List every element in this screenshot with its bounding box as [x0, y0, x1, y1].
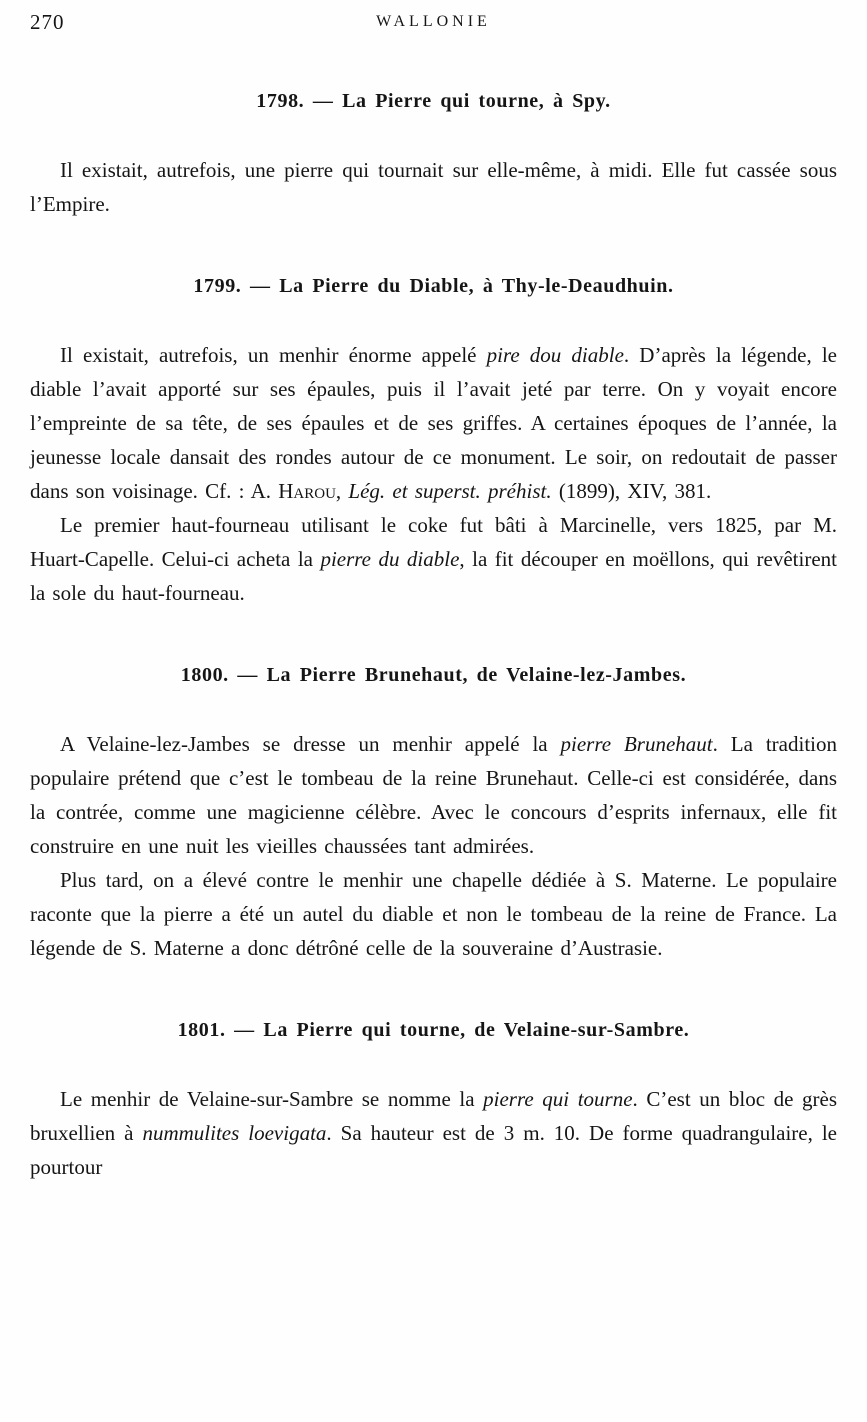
- paragraph: Plus tard, on a élevé contre le menhir une chapelle dédiée à S. Materne. Le populaire raconte que la pierre a été un autel du diable et non le tombeau de la reine de France. La légende de S. Materne a donc détrôné celle de la souveraine d’Austrasie.: [30, 868, 845, 960]
- section-1801: [30, 1019, 845, 1184]
- section-heading: 1801. — La Pierre qui tourne, de Velaine-sur-Sambre.: [177, 1019, 690, 1041]
- running-title: WALLONIE: [376, 13, 491, 30]
- paragraph: Le menhir de Velaine-sur-Sambre se nomme la pierre qui tourne. C’est un bloc de grès bruxellien à nummulites loevigata. Sa hauteur est de 3 m. 10. De forme quadrangulaire, le pourtour: [30, 1087, 845, 1179]
- section-1800: [30, 664, 845, 965]
- section-heading: 1800. — La Pierre Brunehaut, de Velaine-lez-Jambes.: [180, 664, 687, 686]
- section-1798: [30, 90, 845, 221]
- paragraph: Il existait, autrefois, une pierre qui tournait sur elle-même, à midi. Elle fut cassée sous l’Empire.: [30, 158, 845, 216]
- page-number: 270: [30, 10, 65, 34]
- page-header: [30, 10, 837, 44]
- section-heading: 1799. — La Pierre du Diable, à Thy-le-Deaudhuin.: [193, 275, 674, 297]
- paragraph: A Velaine-lez-Jambes se dresse un menhir appelé la pierre Brunehaut. La tradition populaire prétend que c’est le tombeau de la reine Brunehaut. Celle-ci est considérée, dans la contrée, comme une magicienne célèbre. Avec le concours d’esprits infernaux, elle fit construire en une nuit les vieilles chaussées tant admirées.: [30, 732, 845, 858]
- section-1799: [30, 275, 845, 610]
- section-heading: 1798. — La Pierre qui tourne, à Spy.: [256, 90, 611, 112]
- page-body: [30, 90, 845, 1184]
- paragraph: Il existait, autrefois, un menhir énorme appelé pire dou diable. D’après la légende, le diable l’avait apporté sur ses épaules, puis il l’avait jeté par terre. On y voyait encore l’empreinte de sa tête, de ses épaules et de ses griffes. A certaines époques de l’année, la jeunesse locale dansait des rondes autour de ce monument. Le soir, on redoutait de passer dans son voisinage. Cf. : A. Harou, Lég. et superst. préhist. (1899), XIV, 381.: [30, 343, 845, 503]
- paragraph: Le premier haut-fourneau utilisant le coke fut bâti à Marcinelle, vers 1825, par M. Huart-Capelle. Celui-ci acheta la pierre du diable, la fit découper en moëllons, qui revêtirent la sole du haut-fourneau.: [30, 513, 845, 605]
